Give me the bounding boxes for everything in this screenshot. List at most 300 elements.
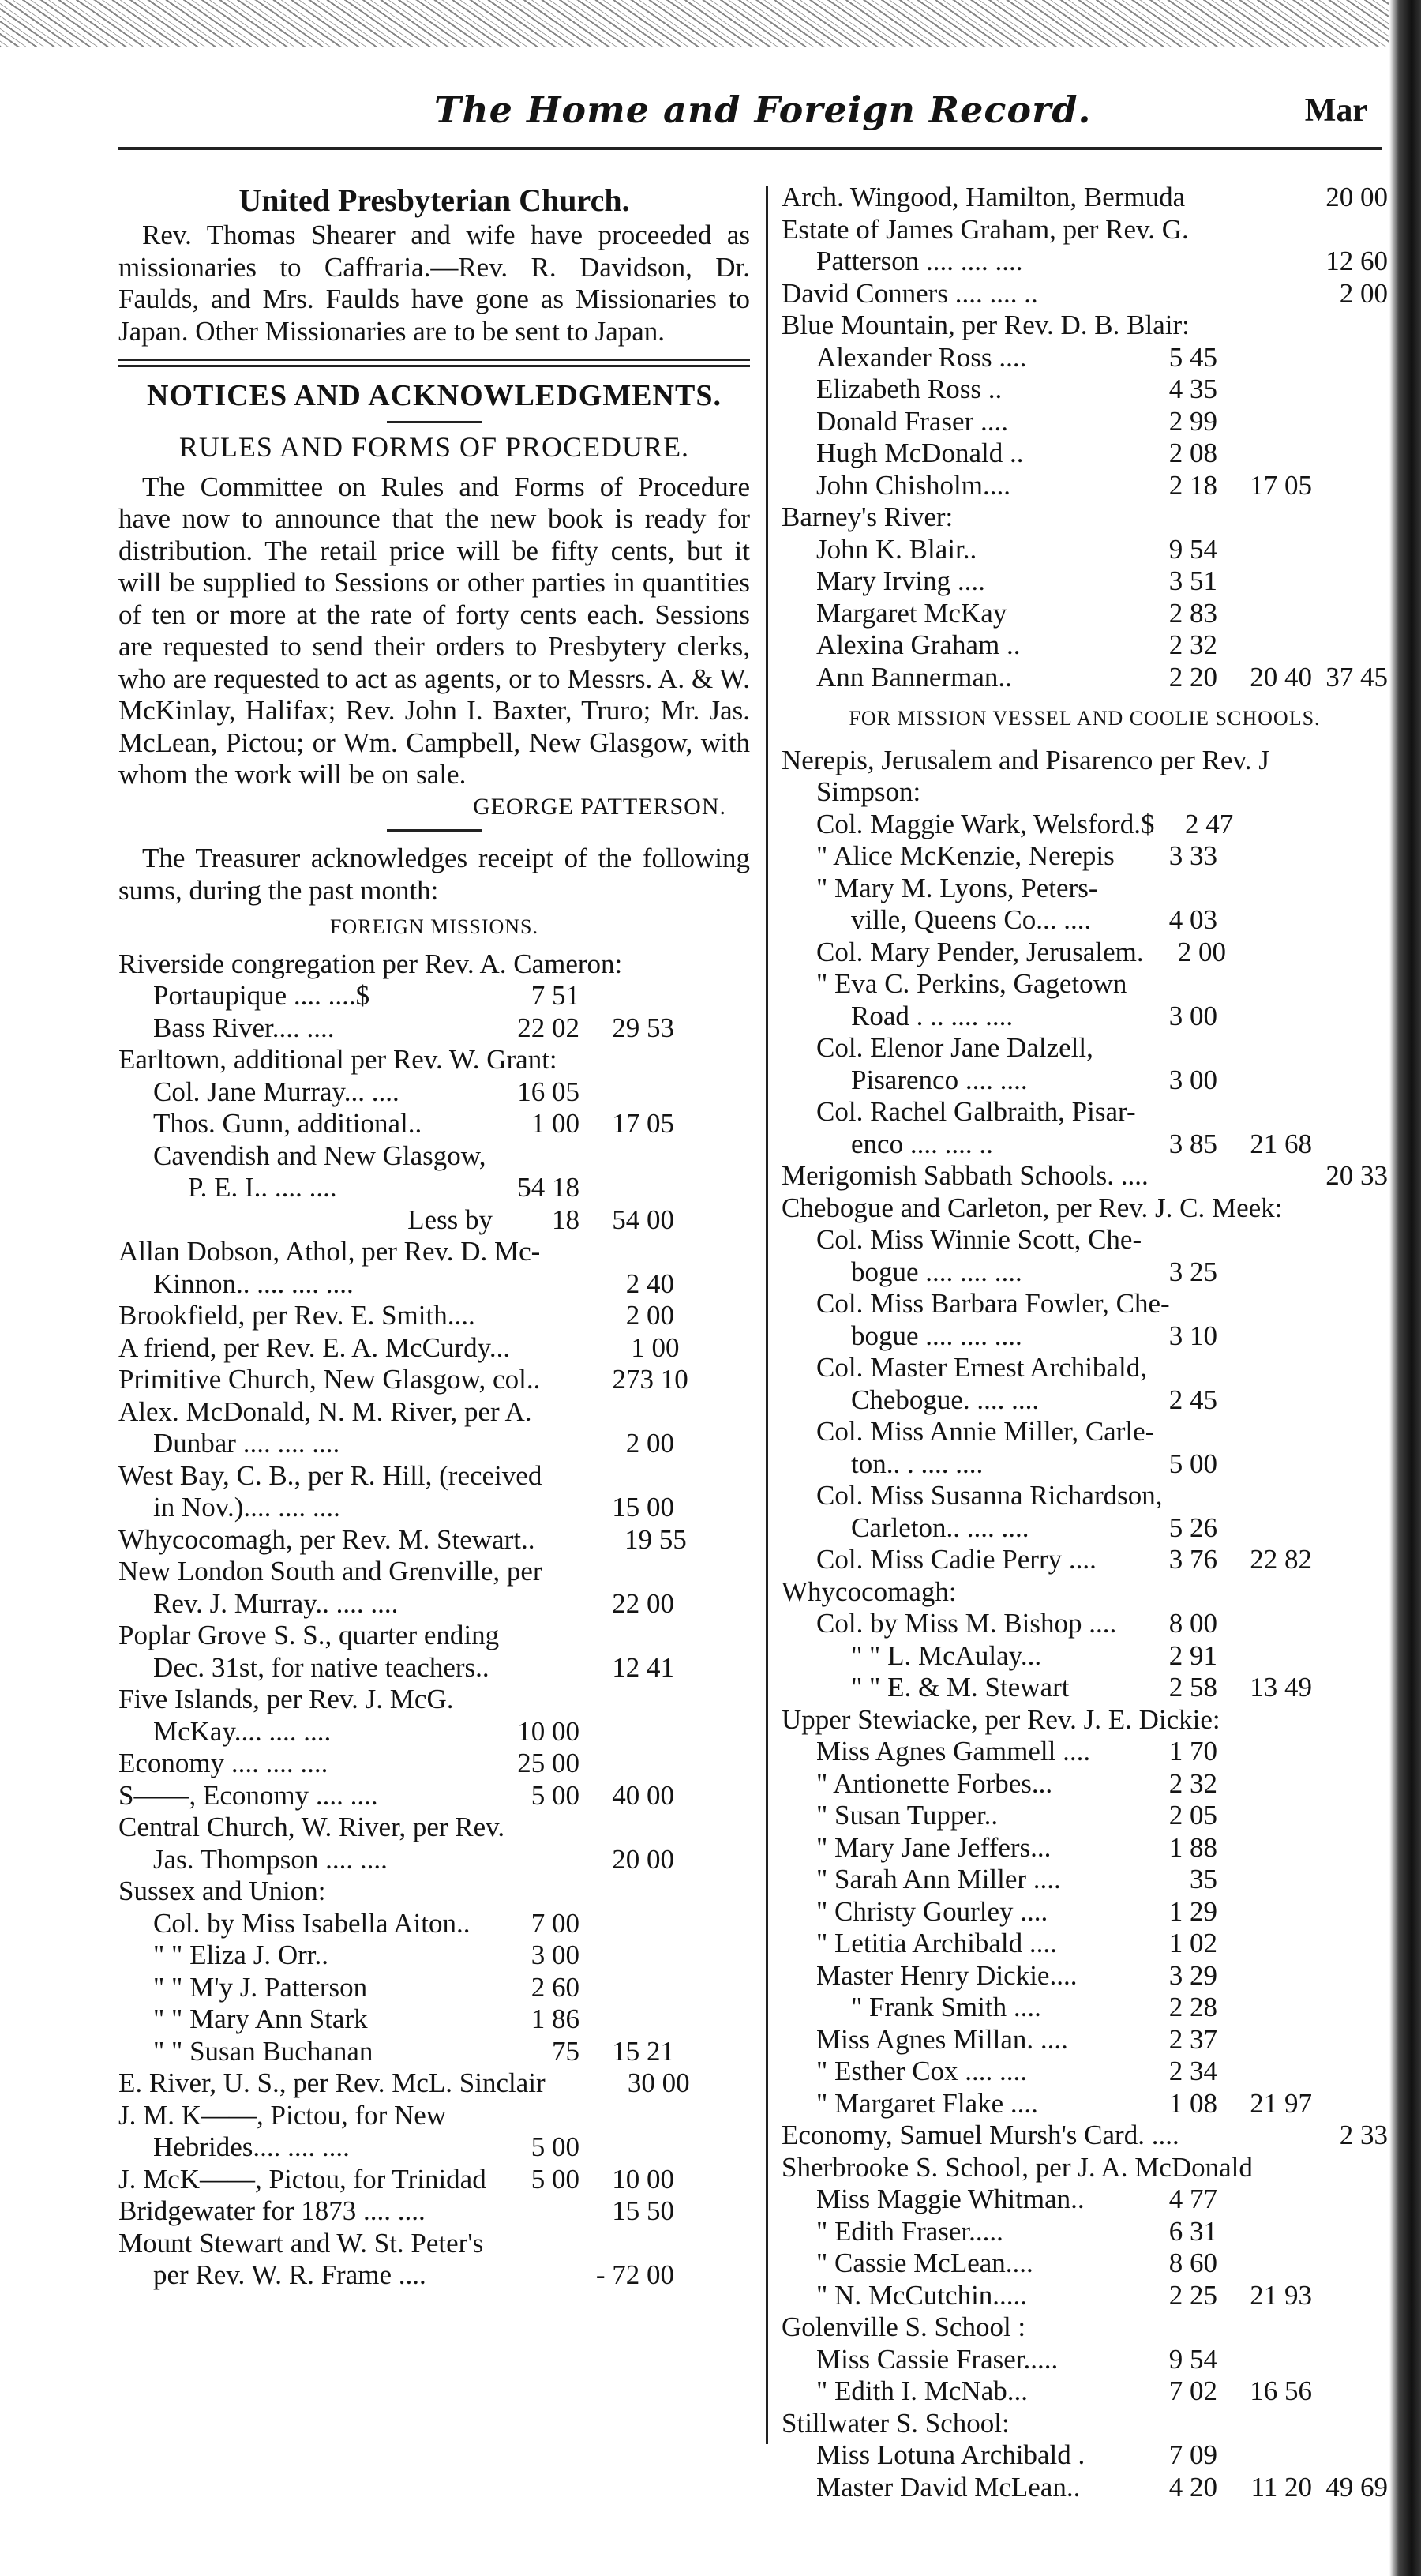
entry-amount [1217, 873, 1312, 905]
entry-amount: 5 00 [531, 2131, 579, 2162]
entry-amount [1312, 629, 1388, 662]
ledger-entry [782, 501, 1388, 534]
entry-amount [1353, 745, 1388, 777]
entry-amount: 3 51 [1168, 565, 1217, 596]
entry-amount [1217, 278, 1312, 310]
entry-amount [1224, 1224, 1315, 1256]
entry-amount: 25 00 [517, 1748, 579, 1778]
entry-text: Hugh McDonald .. [816, 437, 1024, 468]
entry-amount [674, 1780, 750, 1812]
rules-heading: RULES AND FORMS OF PROCEDURE. [178, 431, 690, 463]
entry-amount: 2 37 [1168, 2023, 1217, 2055]
entry-amount: 29 53 [612, 1012, 674, 1043]
entry-amount [579, 1140, 674, 1173]
entry-amount [1170, 1288, 1243, 1320]
ledger-entry [782, 2439, 1388, 2472]
entry-text: Sherbrooke S. School, per J. A. McDonald [782, 2151, 1253, 2183]
entry-amount [1269, 745, 1310, 777]
entry-amount: 2 60 [531, 1971, 579, 2003]
entry-amount [1312, 2088, 1388, 2120]
entry-amount [542, 1556, 613, 1588]
entry-amount [1217, 2439, 1312, 2472]
entry-amount: 3 25 [1168, 1256, 1217, 1287]
entry-text: Portaupique .... ....$ [153, 980, 370, 1011]
entry-text: Arch. Wingood, Hamilton, Bermuda [782, 182, 1186, 212]
entry-text: Col. Miss Winnie Scott, Che- [816, 1224, 1142, 1255]
up-text: Rev. Thomas Shearer and wife have proceeded as missionaries to Caffraria.—Rev. R. Davidson, Dr. Faulds, and Mrs. Faulds have gone as Missionaries to Japan. Other Missionaries are to be sent to Japan. [118, 220, 750, 347]
entry-text: Poplar Grove S. S., quarter ending [118, 1620, 500, 1650]
entry-amount: 22 02 [517, 1012, 579, 1043]
entry-text: per Rev. W. R. Frame .... [153, 2259, 426, 2290]
entry-amount: 2 33 [1339, 2120, 1388, 2150]
entry-amount [1312, 1864, 1388, 1896]
entry-amount [1217, 629, 1312, 662]
entry-amount [1312, 1928, 1388, 1960]
entry-amount [1217, 904, 1312, 937]
entry-amount [1312, 904, 1388, 937]
column-divider [766, 186, 768, 2444]
ledger-entry [118, 1268, 750, 1301]
ledger-entry [782, 840, 1388, 873]
ledger-entry [118, 1524, 750, 1556]
entry-amount [1217, 534, 1312, 566]
entry-amount [493, 1588, 579, 1620]
entry-amount [499, 1620, 583, 1652]
entry-amount [688, 1460, 750, 1493]
entry-text: Master David McLean.. [816, 2471, 1081, 2503]
ledger-entry [118, 948, 750, 981]
entry-amount [1217, 565, 1312, 598]
entry-amount [674, 1268, 750, 1301]
entry-text: Economy .... .... .... [118, 1748, 328, 1778]
entry-text: Col. Mary Pender, Jerusalem. [816, 936, 1144, 967]
entry-amount [1217, 1736, 1312, 1768]
ledger-entry [782, 1832, 1388, 1864]
entry-amount [1312, 2056, 1388, 2088]
entry-amount [579, 2100, 674, 2132]
ledger-entry [782, 629, 1388, 662]
ledger-entry [782, 1160, 1388, 1192]
scan-noise-top [0, 0, 1421, 47]
entry-text: West Bay, C. B., per R. Hill, (received [118, 1459, 542, 1491]
entry-amount: 12 60 [1325, 246, 1388, 276]
entry-text: " " M'y J. Patterson [153, 1971, 368, 2003]
entry-text: " Antionette Forbes... [816, 1767, 1053, 1799]
entry-amount [1312, 1992, 1388, 2024]
entry-amount: 4 03 [1168, 904, 1217, 935]
entry-text: Col. by Miss Isabella Aiton.. [153, 1907, 471, 1939]
entry-amount [1154, 1416, 1233, 1448]
entry-amount [1217, 598, 1312, 630]
entry-text: Golenville S. School : [782, 2311, 1026, 2342]
entry-text: ville, Queens Co... .... [851, 904, 1092, 935]
ledger-entry [118, 1364, 750, 1396]
ledger-entry [782, 406, 1388, 438]
entry-amount [1179, 2120, 1250, 2152]
entry-amount [1312, 2216, 1388, 2248]
entry-amount [493, 1492, 579, 1524]
entry-amount [1217, 501, 1312, 534]
entry-amount: 2 20 [1168, 661, 1217, 693]
entry-amount: 11 20 [1250, 2471, 1312, 2503]
entry-amount [674, 2164, 750, 2196]
entry-amount [1318, 1192, 1356, 1225]
entry-amount [1130, 501, 1217, 534]
entry-text: Sussex and Union: [118, 1876, 326, 1906]
entry-text: " Alice McKenzie, Nerepis [816, 840, 1115, 871]
entry-amount [611, 1236, 688, 1268]
ledger-entry [782, 1640, 1388, 1673]
entry-amount [1250, 2120, 1326, 2152]
entry-amount [674, 1844, 750, 1876]
entry-amount: 5 00 [531, 1779, 579, 1811]
entry-amount [1217, 246, 1312, 278]
ledger-entry [782, 1736, 1388, 1768]
ledger-entry [782, 2280, 1388, 2312]
entry-amount [579, 2228, 674, 2260]
entry-amount [1217, 840, 1312, 873]
entry-amount [677, 1812, 750, 1844]
entry-amount: 2 00 [1177, 936, 1227, 967]
entry-amount [1312, 1512, 1388, 1545]
entry-amount: 1 00 [631, 1331, 680, 1363]
ledger-entry [118, 1396, 750, 1429]
ledger-entry [782, 1960, 1388, 1992]
entry-amount [557, 1044, 622, 1076]
entry-amount: 75 [552, 2035, 579, 2067]
entry-text: " Susan Tupper.. [816, 1800, 999, 1831]
entry-amount [579, 1940, 674, 1972]
entry-amount: 2 28 [1168, 1992, 1217, 2022]
entry-text: " " Mary Ann Stark [153, 2003, 368, 2034]
entry-amount: 5 00 [531, 2163, 579, 2195]
ledger-entry [118, 980, 750, 1012]
entry-text: " Margaret Flake .... [816, 2087, 1038, 2119]
ledger-entry [782, 1448, 1388, 1481]
entry-amount: 2 08 [1168, 437, 1217, 468]
ledger-entry [782, 1416, 1388, 1448]
entry-text: Less by [407, 1204, 493, 1235]
entry-text: Cavendish and New Glasgow, [153, 1140, 486, 1171]
entry-amount [1136, 1096, 1221, 1128]
entry-text: Mount Stewart and W. St. Peter's [118, 2227, 484, 2259]
entry-text: Col. Miss Barbara Fowler, Che- [816, 1288, 1170, 1319]
entry-amount [1312, 1544, 1388, 1576]
ledger-entry [782, 1320, 1388, 1353]
ledger-entry [118, 1332, 750, 1365]
entry-amount: 2 18 [1168, 469, 1217, 501]
entry-amount [1312, 968, 1388, 1001]
entry-amount [674, 1876, 750, 1908]
entry-amount [1217, 374, 1312, 406]
entry-amount: 35 [1190, 1864, 1217, 1894]
entry-amount [1185, 182, 1252, 214]
entry-amount [1233, 1416, 1319, 1448]
entry-amount: 1 00 [531, 1108, 579, 1139]
entry-text: enco .... .... .. [851, 1128, 993, 1159]
entry-amount [674, 1748, 750, 1780]
entry-amount [1312, 1608, 1388, 1640]
ledger-entry [782, 2184, 1388, 2216]
entry-amount: 2 32 [1168, 629, 1217, 660]
entry-amount [1243, 1288, 1324, 1320]
entry-text: Five Islands, per Rev. J. McG. [118, 1684, 454, 1714]
entry-amount [674, 2228, 750, 2260]
entry-amount [1217, 1448, 1312, 1481]
entry-text: " Letitia Archibald .... [816, 1928, 1057, 1958]
entry-amount [674, 2195, 750, 2228]
ledger-entry [782, 1032, 1388, 1065]
ledger-entry [782, 1192, 1388, 1225]
entry-amount [1130, 873, 1217, 905]
page-binding-edge [1389, 0, 1421, 2576]
entry-amount [1190, 310, 1257, 342]
short-rule [387, 421, 482, 423]
entry-amount [493, 1428, 579, 1460]
ledger-entry [782, 2408, 1388, 2440]
entry-text: S——, Economy .... .... [118, 1779, 378, 1811]
entry-text: New London South and Grenville, per [118, 1556, 542, 1587]
ledger-entry [118, 1876, 750, 1908]
entry-amount [674, 980, 750, 1012]
entry-amount [1312, 598, 1388, 630]
entry-amount [1312, 2184, 1388, 2216]
entry-amount [579, 1908, 674, 1940]
ledger-entry [118, 1716, 750, 1748]
entry-amount [1329, 214, 1388, 246]
entry-amount [1312, 1576, 1388, 1609]
entry-amount [1312, 1001, 1388, 1033]
entry-amount [674, 1716, 750, 1748]
ledger-entry [782, 1704, 1388, 1737]
entry-amount: 16 05 [517, 1076, 579, 1107]
entry-amount [1256, 214, 1329, 246]
entry-amount [579, 1748, 674, 1780]
entry-amount: 18 [552, 1204, 579, 1235]
entry-amount: 2 40 [625, 1267, 674, 1299]
entry-amount [546, 2067, 615, 2100]
entry-text: Chebogue and Carleton, per Rev. J. C. Meek: [782, 1192, 1283, 1223]
entry-amount [688, 1364, 750, 1396]
notices-heading: NOTICES AND ACKNOWLEDGMENTS. [147, 379, 722, 412]
entry-amount [1217, 2184, 1312, 2216]
ledger-entry [782, 2024, 1388, 2056]
entry-amount: 4 77 [1168, 2184, 1217, 2214]
entry-amount [674, 2003, 750, 2036]
entry-amount [1130, 1032, 1217, 1065]
ledger-entry [118, 1300, 750, 1332]
ledger-entry [782, 2375, 1388, 2408]
ledger-entry [782, 2344, 1388, 2376]
ledger-entry [782, 1608, 1388, 1640]
entry-amount [1312, 1128, 1388, 1161]
entry-amount [674, 2131, 750, 2164]
entry-amount [1217, 1256, 1312, 1289]
entry-text: Master Henry Dickie.... [816, 1959, 1078, 1991]
entry-text: Road . .. .... .... [851, 1000, 1014, 1031]
entry-amount [688, 1556, 750, 1588]
entry-amount [1329, 310, 1388, 342]
ledger-entry [118, 1140, 750, 1173]
entry-amount: 2 00 [625, 1300, 674, 1331]
entry-amount [674, 1140, 750, 1173]
ledger-entry [782, 2120, 1388, 2152]
entry-amount [1130, 968, 1217, 1001]
left-column [118, 182, 750, 2292]
entry-amount [1217, 1992, 1312, 2024]
entry-amount: 2 00 [1339, 277, 1388, 309]
page-header [118, 79, 1382, 150]
entry-amount [1312, 2344, 1388, 2376]
entry-text: Ann Bannerman.. [816, 661, 1012, 693]
entry-amount [1252, 182, 1325, 214]
ledger-entry [118, 1236, 750, 1268]
ledger-entry [782, 776, 1388, 809]
entry-text: Merigomish Sabbath Schools. .... [782, 1160, 1149, 1191]
entry-amount: 17 05 [612, 1108, 674, 1139]
entry-amount [1312, 873, 1388, 905]
entry-amount: 1 70 [1168, 1736, 1217, 1767]
entry-amount: 54 18 [517, 1172, 579, 1203]
entry-text: Col. Elenor Jane Dalzell, [816, 1032, 1093, 1063]
entry-text: Col. Miss Annie Miller, Carle- [816, 1416, 1155, 1447]
entry-amount [1130, 246, 1217, 278]
entry-text: " " E. & M. Stewart [851, 1672, 1070, 1703]
entry-amount [587, 1812, 677, 1844]
entry-text: Pisarenco .... .... [851, 1064, 1028, 1095]
ledger-entry [782, 1544, 1388, 1576]
entry-amount [1217, 1320, 1312, 1353]
entry-text: " Edith I. McNab... [816, 2375, 1028, 2406]
ledger-entry [782, 470, 1388, 502]
entry-text: " " Susan Buchanan [153, 2035, 373, 2067]
entry-amount [540, 1364, 611, 1396]
entry-amount [1312, 1640, 1388, 1673]
entry-amount [674, 1588, 750, 1620]
entry-amount: 20 00 [1325, 182, 1388, 212]
entry-amount [493, 1652, 579, 1684]
ledger-entry [118, 1044, 750, 1076]
entry-amount [1217, 437, 1312, 470]
entry-amount [1312, 1032, 1388, 1065]
entry-text: Alexina Graham .. [816, 629, 1021, 660]
entry-amount [622, 1044, 693, 1076]
entry-amount [674, 1172, 750, 1204]
entry-amount [712, 948, 750, 981]
entry-text: " Esther Cox .... .... [816, 2056, 1028, 2086]
entry-amount: 3 00 [531, 1940, 579, 1970]
entry-amount [493, 1268, 579, 1301]
entry-amount: 2 05 [1168, 1800, 1217, 1831]
entry-text: " Mary Jane Jeffers... [816, 1831, 1052, 1863]
entry-amount [674, 1972, 750, 2004]
entry-amount [1312, 2375, 1388, 2408]
entry-text: Miss Maggie Whitman.. [816, 2184, 1085, 2214]
entry-text: Whycocomagh, per Rev. M. Stewart.. [118, 1523, 535, 1555]
entry-amount [1312, 2311, 1388, 2344]
entry-amount: 2 25 [1168, 2279, 1217, 2311]
rules-signature: GEORGE PATTERSON. [473, 793, 726, 820]
ledger-entry [118, 2131, 750, 2164]
entry-amount [1312, 1448, 1388, 1481]
entry-amount [612, 1556, 688, 1588]
entry-text: McKay.... .... .... [153, 1715, 332, 1747]
entry-amount [1312, 534, 1388, 566]
entry-text: " Sarah Ann Miller .... [816, 1864, 1061, 1894]
entry-text: Alexander Ross .... [816, 341, 1027, 373]
entry-amount: 9 54 [1168, 533, 1217, 565]
entry-amount [493, 2259, 579, 2292]
foreign-missions-heading: FOREIGN MISSIONS. [329, 915, 539, 938]
entry-amount [1312, 1896, 1388, 1928]
entry-amount: 1 08 [1168, 2087, 1217, 2119]
entry-amount [493, 1684, 579, 1716]
entry-amount [579, 1716, 674, 1748]
entry-amount [1312, 1384, 1388, 1417]
entry-amount: 6 31 [1168, 2215, 1217, 2247]
ledger-entry [782, 1896, 1388, 1928]
ledger-entry [118, 1172, 750, 1204]
entry-amount [1317, 1352, 1388, 1384]
entry-text: " Mary M. Lyons, Peters- [816, 872, 1098, 903]
entry-text: in Nov.).... .... .... [153, 1492, 340, 1523]
entry-amount: 7 00 [531, 1907, 579, 1939]
entry-text: Col. Maggie Wark, Welsford.$ [816, 808, 1155, 839]
entry-amount [1319, 1416, 1388, 1448]
entry-text: " Christy Gourley .... [816, 1895, 1048, 1927]
entry-text: Stillwater S. School: [782, 2407, 1010, 2439]
entry-text: J. M. K——, Pictou, for New [118, 2099, 447, 2131]
entry-amount: 13 49 [1250, 1672, 1312, 1703]
vessel-heading: FOR MISSION VESSEL AND COOLIE SCHOOLS. [849, 707, 1321, 730]
entry-amount [504, 1812, 587, 1844]
ledger-entry [118, 1652, 750, 1684]
entry-text: Primitive Church, New Glasgow, col.. [118, 1364, 541, 1395]
entry-amount [1217, 1608, 1312, 1640]
entry-amount [1217, 1032, 1312, 1065]
ledger-entry [782, 2247, 1388, 2280]
ledger-entry [118, 2228, 750, 2260]
entry-text: Col. Rachel Galbraith, Pisar- [816, 1096, 1136, 1127]
entry-text: Donald Fraser .... [816, 405, 1009, 437]
entry-amount [1130, 776, 1217, 809]
entry-amount: 15 50 [612, 2195, 674, 2226]
entry-text: Estate of James Graham, per Rev. G. [782, 213, 1189, 245]
entry-amount [1228, 1352, 1317, 1384]
ledger-entry [118, 1684, 750, 1716]
ledger-entry [782, 1864, 1388, 1896]
ledger-entry [782, 310, 1388, 342]
entry-amount: 12 41 [612, 1651, 674, 1683]
entry-text: Miss Lotuna Archibald . [816, 2439, 1085, 2470]
entry-text: " " L. McAulay... [851, 1639, 1042, 1671]
entry-amount: 19 55 [624, 1523, 687, 1555]
entry-amount [1130, 1576, 1217, 1609]
ledger-entry [782, 1001, 1388, 1033]
entry-amount [579, 980, 674, 1012]
entry-amount [534, 1524, 607, 1556]
entry-amount: 7 09 [1168, 2439, 1217, 2470]
entry-amount: 20 33 [1325, 1160, 1388, 1191]
entry-amount [1217, 1832, 1312, 1864]
page-month: Mar [1304, 92, 1367, 129]
entry-amount [1217, 968, 1312, 1001]
entry-amount: 15 00 [612, 1492, 674, 1523]
entry-text: Whycocomagh: [782, 1575, 957, 1607]
entry-text: Mary Irving .... [816, 565, 985, 596]
entry-amount [688, 1236, 750, 1268]
entry-amount [1312, 565, 1388, 598]
